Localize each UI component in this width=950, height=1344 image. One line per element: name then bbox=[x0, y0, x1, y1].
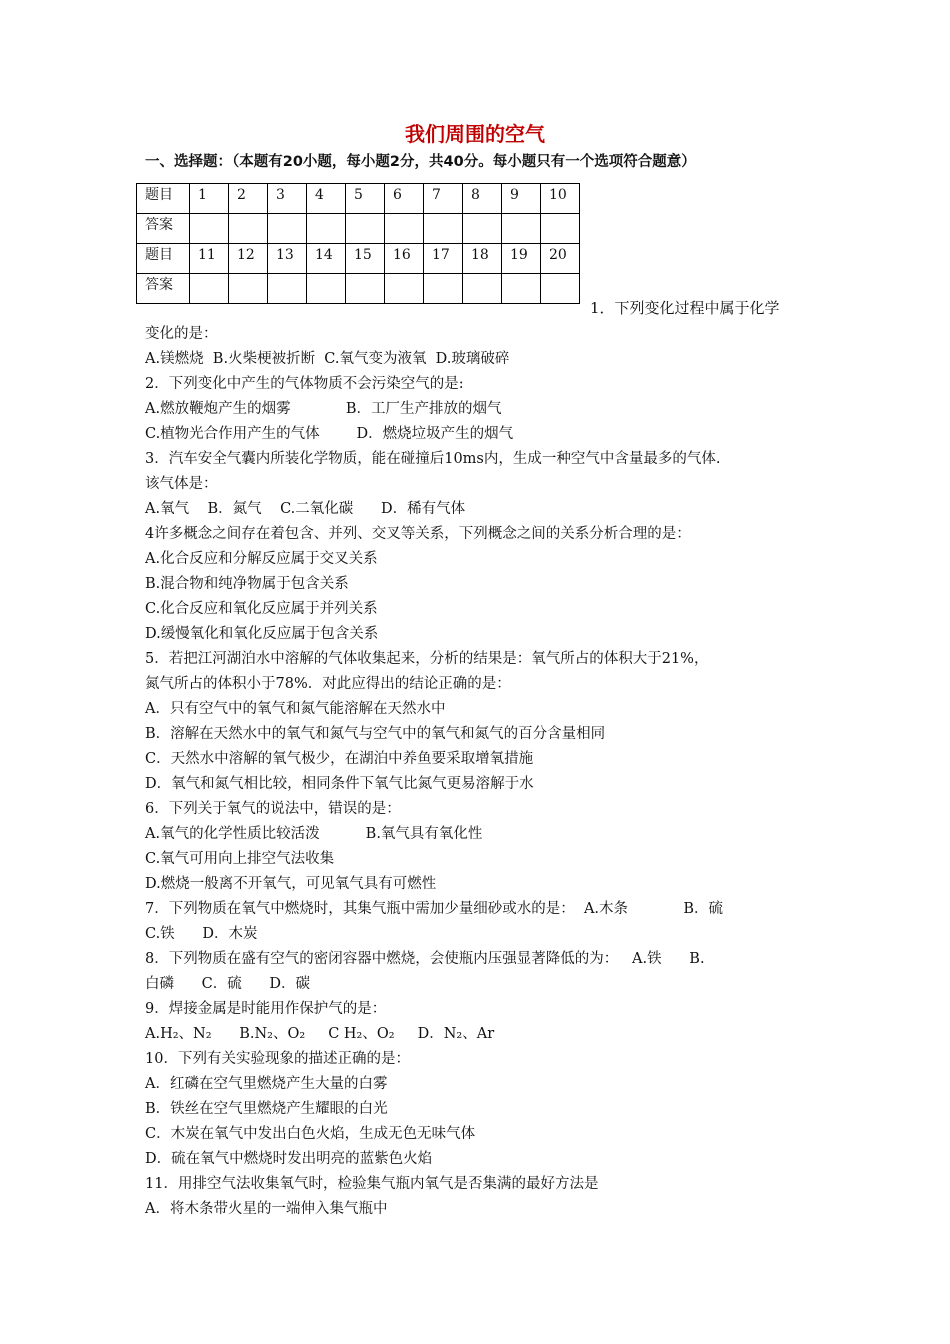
question-number-cell: 10 bbox=[541, 184, 580, 214]
text-line: 2．下列变化中产生的气体物质不会污染空气的是: bbox=[145, 376, 464, 392]
question-number-cell: 4 bbox=[307, 184, 346, 214]
answer-cell[interactable] bbox=[307, 274, 346, 304]
answer-cell[interactable] bbox=[190, 214, 229, 244]
text-line: 变化的是： bbox=[145, 326, 218, 342]
text-line: C.化合反应和氧化反应属于并列关系 bbox=[145, 601, 378, 617]
question-number-cell: 3 bbox=[268, 184, 307, 214]
text-line: C．天然水中溶解的氧气极少，在湖泊中养鱼要采取增氧措施 bbox=[145, 751, 534, 767]
text-line: 9．焊接金属是时能用作保护气的是： bbox=[145, 1001, 387, 1017]
answer-cell[interactable] bbox=[463, 214, 502, 244]
table-row bbox=[137, 214, 580, 244]
page-title: 我们周围的空气 bbox=[405, 122, 545, 146]
text-line: 4许多概念之间存在着包含、并列、交叉等关系，下列概念之间的关系分析合理的是： bbox=[145, 526, 691, 542]
question-text bbox=[145, 322, 825, 1222]
text-line: C.氧气可用向上排空气法收集 bbox=[145, 851, 335, 867]
row-header-cell: 答案 bbox=[137, 274, 190, 304]
text-line: 11．用排空气法收集氧气时，检验集气瓶内氧气是否集满的最好方法是 bbox=[145, 1176, 599, 1192]
question-number-cell: 19 bbox=[502, 244, 541, 274]
text-line: 10．下列有关实验现象的描述正确的是： bbox=[145, 1051, 410, 1067]
answer-cell[interactable] bbox=[346, 214, 385, 244]
question-number-cell: 13 bbox=[268, 244, 307, 274]
text-line: D．氧气和氮气相比较，相同条件下氧气比氮气更易溶解于水 bbox=[145, 776, 534, 792]
question-number-cell: 12 bbox=[229, 244, 268, 274]
answer-cell[interactable] bbox=[541, 274, 580, 304]
answer-cell[interactable] bbox=[268, 274, 307, 304]
text-line: A．红磷在空气里燃烧产生大量的白雾 bbox=[145, 1076, 388, 1092]
answer-cell[interactable] bbox=[502, 274, 541, 304]
answer-cell[interactable] bbox=[268, 214, 307, 244]
text-line: A.化合反应和分解反应属于交叉关系 bbox=[145, 551, 378, 567]
answer-cell[interactable] bbox=[424, 274, 463, 304]
question-number-cell: 18 bbox=[463, 244, 502, 274]
table-row bbox=[137, 274, 580, 304]
answer-cell[interactable] bbox=[346, 274, 385, 304]
answer-cell[interactable] bbox=[190, 274, 229, 304]
question-number-cell: 5 bbox=[346, 184, 385, 214]
text-line: A．将木条带火星的一端伸入集气瓶中 bbox=[145, 1201, 388, 1217]
question-number-cell: 16 bbox=[385, 244, 424, 274]
answer-cell[interactable] bbox=[463, 274, 502, 304]
text-line: D.燃烧一般离不开氧气，可见氧气具有可燃性 bbox=[145, 876, 437, 892]
text-line: 8．下列物质在盛有空气的密闭容器中燃烧，会使瓶内压强显著降低的为： A.铁 B. bbox=[145, 951, 705, 967]
answer-cell[interactable] bbox=[385, 214, 424, 244]
row-header-cell: 题目 bbox=[137, 184, 190, 214]
question-number-cell: 11 bbox=[190, 244, 229, 274]
text-line: D.缓慢氧化和氧化反应属于包含关系 bbox=[145, 626, 379, 642]
text-line: 7．下列物质在氧气中燃烧时，其集气瓶中需加少量细砂或水的是： A.木条 B．硫 bbox=[145, 901, 723, 917]
question-number-cell: 8 bbox=[463, 184, 502, 214]
question-number-cell: 1 bbox=[190, 184, 229, 214]
row-header-cell: 答案 bbox=[137, 214, 190, 244]
text-line: A.氧气的化学性质比较活泼 B.氧气具有氧化性 bbox=[145, 826, 483, 842]
text-line: B．铁丝在空气里燃烧产生耀眼的白光 bbox=[145, 1101, 388, 1117]
question-number-cell: 20 bbox=[541, 244, 580, 274]
text-line: A．只有空气中的氧气和氮气能溶解在天然水中 bbox=[145, 701, 446, 717]
answer-cell[interactable] bbox=[424, 214, 463, 244]
text-line: 白磷 C．硫 D．碳 bbox=[145, 976, 311, 992]
text-line: C.植物光合作用产生的气体 D．燃烧垃圾产生的烟气 bbox=[145, 426, 514, 442]
table-row bbox=[137, 184, 580, 214]
answer-cell[interactable] bbox=[229, 274, 268, 304]
answer-cell[interactable] bbox=[541, 214, 580, 244]
question-number-cell: 14 bbox=[307, 244, 346, 274]
text-line: B.混合物和纯净物属于包含关系 bbox=[145, 576, 349, 592]
section-heading: 一、选择题：（本题有20小题，每小题2分，共40分。每小题只有一个选项符合题意） bbox=[145, 154, 696, 170]
text-line: 氮气所占的体积小于78%．对此应得出的结论正确的是： bbox=[145, 676, 511, 692]
text-line: A.镁燃烧 B.火柴梗被折断 C.氧气变为液氧 D.玻璃破碎 bbox=[145, 351, 510, 367]
question-1-head: 1．下列变化过程中属于化学 bbox=[590, 299, 780, 317]
text-line: C.铁 D．木炭 bbox=[145, 926, 258, 942]
text-line: C．木炭在氧气中发出白色火焰，生成无色无味气体 bbox=[145, 1126, 476, 1142]
text-line: A.氧气 B．氮气 C.二氧化碳 D．稀有气体 bbox=[145, 501, 466, 517]
question-number-cell: 6 bbox=[385, 184, 424, 214]
text-line: B．溶解在天然水中的氧气和氮气与空气中的氧气和氮气的百分含量相同 bbox=[145, 726, 606, 742]
answer-cell[interactable] bbox=[307, 214, 346, 244]
question-number-cell: 9 bbox=[502, 184, 541, 214]
text-line: A.H₂、N₂ B.N₂、O₂ C H₂、O₂ D．N₂、Ar bbox=[145, 1026, 495, 1042]
question-number-cell: 15 bbox=[346, 244, 385, 274]
answer-table bbox=[136, 183, 580, 304]
answer-cell[interactable] bbox=[229, 214, 268, 244]
question-number-cell: 7 bbox=[424, 184, 463, 214]
text-line: D．硫在氧气中燃烧时发出明亮的蓝紫色火焰 bbox=[145, 1151, 433, 1167]
question-number-cell: 2 bbox=[229, 184, 268, 214]
text-line: 该气体是： bbox=[145, 476, 218, 492]
text-line: 3．汽车安全气囊内所装化学物质，能在碰撞后10ms内，生成一种空气中含量最多的气体. bbox=[145, 451, 721, 467]
row-header-cell: 题目 bbox=[137, 244, 190, 274]
answer-cell[interactable] bbox=[502, 214, 541, 244]
question-number-cell: 17 bbox=[424, 244, 463, 274]
text-line: A.燃放鞭炮产生的烟雾 B．工厂生产排放的烟气 bbox=[145, 401, 502, 417]
table-row bbox=[137, 244, 580, 274]
text-line: 5．若把江河湖泊水中溶解的气体收集起来，分析的结果是：氧气所占的体积大于21%， bbox=[145, 651, 709, 667]
answer-cell[interactable] bbox=[385, 274, 424, 304]
text-line: 6．下列关于氧气的说法中，错误的是： bbox=[145, 801, 401, 817]
